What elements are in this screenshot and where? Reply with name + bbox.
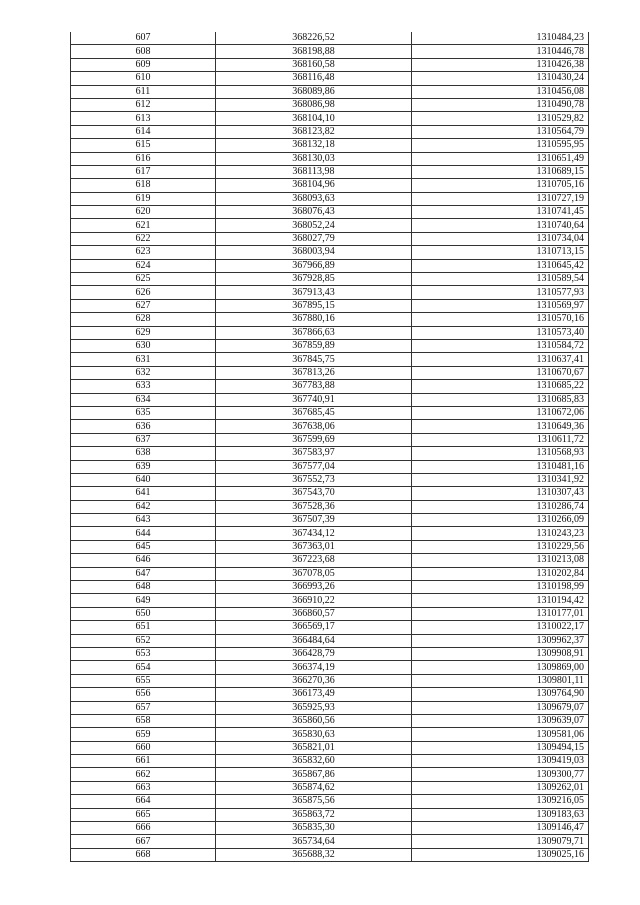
point-number-cell: 639 [71,460,216,473]
y-coordinate-cell: 1310213,08 [412,554,589,567]
table-row [71,192,589,205]
table-row [71,112,589,125]
x-coordinate-cell: 367552,73 [216,473,412,486]
x-coordinate-cell: 367577,04 [216,460,412,473]
y-coordinate-cell: 1309869,00 [412,661,589,674]
x-coordinate-cell: 365867,86 [216,768,412,781]
x-coordinate-cell: 365688,32 [216,848,412,861]
point-number-cell: 652 [71,634,216,647]
y-coordinate-cell: 1309962,37 [412,634,589,647]
table-row [71,514,589,527]
x-coordinate-cell: 365875,56 [216,795,412,808]
table-row [71,647,589,660]
point-number-cell: 636 [71,420,216,433]
point-number-cell: 614 [71,125,216,138]
table-row [71,152,589,165]
x-coordinate-cell: 366993,26 [216,581,412,594]
y-coordinate-cell: 1310713,15 [412,246,589,259]
table-row [71,822,589,835]
x-coordinate-cell: 367583,97 [216,447,412,460]
table-row [71,460,589,473]
table-row [71,500,589,513]
x-coordinate-cell: 367599,69 [216,433,412,446]
point-number-cell: 648 [71,581,216,594]
x-coordinate-cell: 365734,64 [216,835,412,848]
table-row [71,246,589,259]
x-coordinate-cell: 367913,43 [216,286,412,299]
x-coordinate-cell: 365830,63 [216,728,412,741]
point-number-cell: 613 [71,112,216,125]
x-coordinate-cell: 366173,49 [216,688,412,701]
x-coordinate-cell: 368113,98 [216,165,412,178]
x-coordinate-cell: 366910,22 [216,594,412,607]
point-number-cell: 651 [71,621,216,634]
point-number-cell: 663 [71,781,216,794]
point-number-cell: 644 [71,527,216,540]
x-coordinate-cell: 367928,85 [216,273,412,286]
table-row [71,420,589,433]
table-row [71,219,589,232]
point-number-cell: 609 [71,58,216,71]
table-row [71,674,589,687]
x-coordinate-cell: 366374,19 [216,661,412,674]
table-row [71,487,589,500]
y-coordinate-cell: 1310266,09 [412,514,589,527]
y-coordinate-cell: 1309419,03 [412,755,589,768]
point-number-cell: 657 [71,701,216,714]
x-coordinate-cell: 367966,89 [216,259,412,272]
y-coordinate-cell: 1310564,79 [412,125,589,138]
point-number-cell: 618 [71,179,216,192]
y-coordinate-cell: 1309679,07 [412,701,589,714]
point-number-cell: 638 [71,447,216,460]
x-coordinate-cell: 365925,93 [216,701,412,714]
point-number-cell: 630 [71,339,216,352]
y-coordinate-cell: 1309216,05 [412,795,589,808]
table-row [71,299,589,312]
table-row [71,581,589,594]
point-number-cell: 628 [71,313,216,326]
table-row [71,447,589,460]
x-coordinate-cell: 367880,16 [216,313,412,326]
table-row [71,688,589,701]
point-number-cell: 612 [71,98,216,111]
table-row [71,527,589,540]
table-row [71,714,589,727]
table-row [71,232,589,245]
x-coordinate-cell: 367543,70 [216,487,412,500]
table-row [71,45,589,58]
y-coordinate-cell: 1310202,84 [412,567,589,580]
table-row [71,607,589,620]
y-coordinate-cell: 1310651,49 [412,152,589,165]
table-row [71,755,589,768]
y-coordinate-cell: 1310568,93 [412,447,589,460]
table-row [71,380,589,393]
point-number-cell: 642 [71,500,216,513]
y-coordinate-cell: 1310595,95 [412,139,589,152]
point-number-cell: 617 [71,165,216,178]
y-coordinate-cell: 1309183,63 [412,808,589,821]
table-row [71,473,589,486]
y-coordinate-cell: 1310243,23 [412,527,589,540]
point-number-cell: 647 [71,567,216,580]
y-coordinate-cell: 1310286,74 [412,500,589,513]
y-coordinate-cell: 1310705,16 [412,179,589,192]
y-coordinate-cell: 1309908,91 [412,647,589,660]
point-number-cell: 656 [71,688,216,701]
y-coordinate-cell: 1310672,06 [412,406,589,419]
table-row [71,701,589,714]
y-coordinate-cell: 1310481,16 [412,460,589,473]
table-row [71,393,589,406]
x-coordinate-cell: 367434,12 [216,527,412,540]
point-number-cell: 624 [71,259,216,272]
x-coordinate-cell: 366860,57 [216,607,412,620]
y-coordinate-cell: 1309494,15 [412,741,589,754]
point-number-cell: 640 [71,473,216,486]
point-number-cell: 641 [71,487,216,500]
point-number-cell: 621 [71,219,216,232]
y-coordinate-cell: 1310194,42 [412,594,589,607]
point-number-cell: 655 [71,674,216,687]
table-row [71,165,589,178]
x-coordinate-cell: 368104,10 [216,112,412,125]
y-coordinate-cell: 1309262,01 [412,781,589,794]
x-coordinate-cell: 367845,75 [216,353,412,366]
x-coordinate-cell: 365821,01 [216,741,412,754]
point-number-cell: 629 [71,326,216,339]
y-coordinate-cell: 1310229,56 [412,540,589,553]
y-coordinate-cell: 1310689,15 [412,165,589,178]
point-number-cell: 646 [71,554,216,567]
table-row [71,326,589,339]
y-coordinate-cell: 1309801,11 [412,674,589,687]
table-row [71,125,589,138]
table-row [71,808,589,821]
y-coordinate-cell: 1310649,36 [412,420,589,433]
point-number-cell: 632 [71,366,216,379]
table-row [71,768,589,781]
point-number-cell: 667 [71,835,216,848]
table-row [71,179,589,192]
point-number-cell: 634 [71,393,216,406]
point-number-cell: 619 [71,192,216,205]
y-coordinate-cell: 1310727,19 [412,192,589,205]
table-row [71,621,589,634]
table-row [71,32,589,45]
point-number-cell: 664 [71,795,216,808]
x-coordinate-cell: 367813,26 [216,366,412,379]
y-coordinate-cell: 1310198,99 [412,581,589,594]
x-coordinate-cell: 368132,18 [216,139,412,152]
y-coordinate-cell: 1310177,01 [412,607,589,620]
y-coordinate-cell: 1310430,24 [412,72,589,85]
y-coordinate-cell: 1310022,17 [412,621,589,634]
x-coordinate-cell: 367783,88 [216,380,412,393]
table-row [71,554,589,567]
y-coordinate-cell: 1310741,45 [412,206,589,219]
point-number-cell: 659 [71,728,216,741]
x-coordinate-cell: 366428,79 [216,647,412,660]
x-coordinate-cell: 367740,91 [216,393,412,406]
x-coordinate-cell: 367859,89 [216,339,412,352]
y-coordinate-cell: 1309639,07 [412,714,589,727]
y-coordinate-cell: 1310685,22 [412,380,589,393]
point-number-cell: 665 [71,808,216,821]
x-coordinate-cell: 368052,24 [216,219,412,232]
point-number-cell: 625 [71,273,216,286]
table-row [71,634,589,647]
x-coordinate-cell: 367078,05 [216,567,412,580]
point-number-cell: 660 [71,741,216,754]
table-row [71,433,589,446]
table-row [71,58,589,71]
table-row [71,741,589,754]
y-coordinate-cell: 1310740,64 [412,219,589,232]
table-row [71,206,589,219]
point-number-cell: 627 [71,299,216,312]
point-number-cell: 635 [71,406,216,419]
point-number-cell: 608 [71,45,216,58]
point-number-cell: 649 [71,594,216,607]
point-number-cell: 610 [71,72,216,85]
x-coordinate-cell: 366270,36 [216,674,412,687]
y-coordinate-cell: 1310577,93 [412,286,589,299]
y-coordinate-cell: 1310484,23 [412,32,589,45]
x-coordinate-cell: 368093,63 [216,192,412,205]
point-number-cell: 615 [71,139,216,152]
x-coordinate-cell: 368086,98 [216,98,412,111]
y-coordinate-cell: 1310490,78 [412,98,589,111]
x-coordinate-cell: 365863,72 [216,808,412,821]
y-coordinate-cell: 1310446,78 [412,45,589,58]
y-coordinate-cell: 1310637,41 [412,353,589,366]
x-coordinate-cell: 365860,56 [216,714,412,727]
y-coordinate-cell: 1310456,08 [412,85,589,98]
x-coordinate-cell: 367895,15 [216,299,412,312]
table-row [71,98,589,111]
point-number-cell: 626 [71,286,216,299]
x-coordinate-cell: 368198,88 [216,45,412,58]
x-coordinate-cell: 367866,63 [216,326,412,339]
x-coordinate-cell: 365832,60 [216,755,412,768]
table-row [71,353,589,366]
x-coordinate-cell: 367507,39 [216,514,412,527]
x-coordinate-cell: 367528,36 [216,500,412,513]
x-coordinate-cell: 368089,86 [216,85,412,98]
y-coordinate-cell: 1310341,92 [412,473,589,486]
y-coordinate-cell: 1310645,42 [412,259,589,272]
table-row [71,728,589,741]
table-row [71,835,589,848]
table-row [71,594,589,607]
x-coordinate-cell: 368123,82 [216,125,412,138]
x-coordinate-cell: 368076,43 [216,206,412,219]
point-number-cell: 616 [71,152,216,165]
point-number-cell: 631 [71,353,216,366]
table-row [71,273,589,286]
table-row [71,795,589,808]
y-coordinate-cell: 1309300,77 [412,768,589,781]
x-coordinate-cell: 368104,96 [216,179,412,192]
table-row [71,661,589,674]
y-coordinate-cell: 1310570,16 [412,313,589,326]
x-coordinate-cell: 367638,06 [216,420,412,433]
point-number-cell: 637 [71,433,216,446]
point-number-cell: 645 [71,540,216,553]
point-number-cell: 661 [71,755,216,768]
point-number-cell: 611 [71,85,216,98]
table-row [71,366,589,379]
table-row [71,540,589,553]
point-number-cell: 658 [71,714,216,727]
table-row [71,139,589,152]
table-row [71,313,589,326]
point-number-cell: 620 [71,206,216,219]
table-row [71,781,589,794]
x-coordinate-cell: 368003,94 [216,246,412,259]
x-coordinate-cell: 368027,79 [216,232,412,245]
coordinate-table-page [70,32,588,862]
point-number-cell: 666 [71,822,216,835]
x-coordinate-cell: 368160,58 [216,58,412,71]
y-coordinate-cell: 1309581,06 [412,728,589,741]
y-coordinate-cell: 1310589,54 [412,273,589,286]
x-coordinate-cell: 367223,68 [216,554,412,567]
x-coordinate-cell: 365835,30 [216,822,412,835]
point-number-cell: 622 [71,232,216,245]
table-row [71,406,589,419]
x-coordinate-cell: 368226,52 [216,32,412,45]
coordinate-table-body [71,32,589,862]
y-coordinate-cell: 1310307,43 [412,487,589,500]
y-coordinate-cell: 1309079,71 [412,835,589,848]
table-row [71,339,589,352]
point-number-cell: 654 [71,661,216,674]
point-number-cell: 653 [71,647,216,660]
table-row [71,848,589,861]
point-number-cell: 662 [71,768,216,781]
point-number-cell: 668 [71,848,216,861]
point-number-cell: 623 [71,246,216,259]
y-coordinate-cell: 1310685,83 [412,393,589,406]
y-coordinate-cell: 1310529,82 [412,112,589,125]
y-coordinate-cell: 1310584,72 [412,339,589,352]
point-number-cell: 633 [71,380,216,393]
y-coordinate-cell: 1310569,97 [412,299,589,312]
y-coordinate-cell: 1310573,40 [412,326,589,339]
x-coordinate-cell: 366484,64 [216,634,412,647]
x-coordinate-cell: 368116,48 [216,72,412,85]
x-coordinate-cell: 367363,01 [216,540,412,553]
table-row [71,85,589,98]
x-coordinate-cell: 367685,45 [216,406,412,419]
table-row [71,286,589,299]
y-coordinate-cell: 1310734,04 [412,232,589,245]
y-coordinate-cell: 1310670,67 [412,366,589,379]
point-number-cell: 607 [71,32,216,45]
y-coordinate-cell: 1310426,38 [412,58,589,71]
x-coordinate-cell: 365874,62 [216,781,412,794]
x-coordinate-cell: 366569,17 [216,621,412,634]
y-coordinate-cell: 1309025,16 [412,848,589,861]
table-row [71,567,589,580]
coordinate-table [70,32,589,862]
y-coordinate-cell: 1309764,90 [412,688,589,701]
table-row [71,72,589,85]
y-coordinate-cell: 1310611,72 [412,433,589,446]
x-coordinate-cell: 368130,03 [216,152,412,165]
table-row [71,259,589,272]
y-coordinate-cell: 1309146,47 [412,822,589,835]
point-number-cell: 650 [71,607,216,620]
point-number-cell: 643 [71,514,216,527]
